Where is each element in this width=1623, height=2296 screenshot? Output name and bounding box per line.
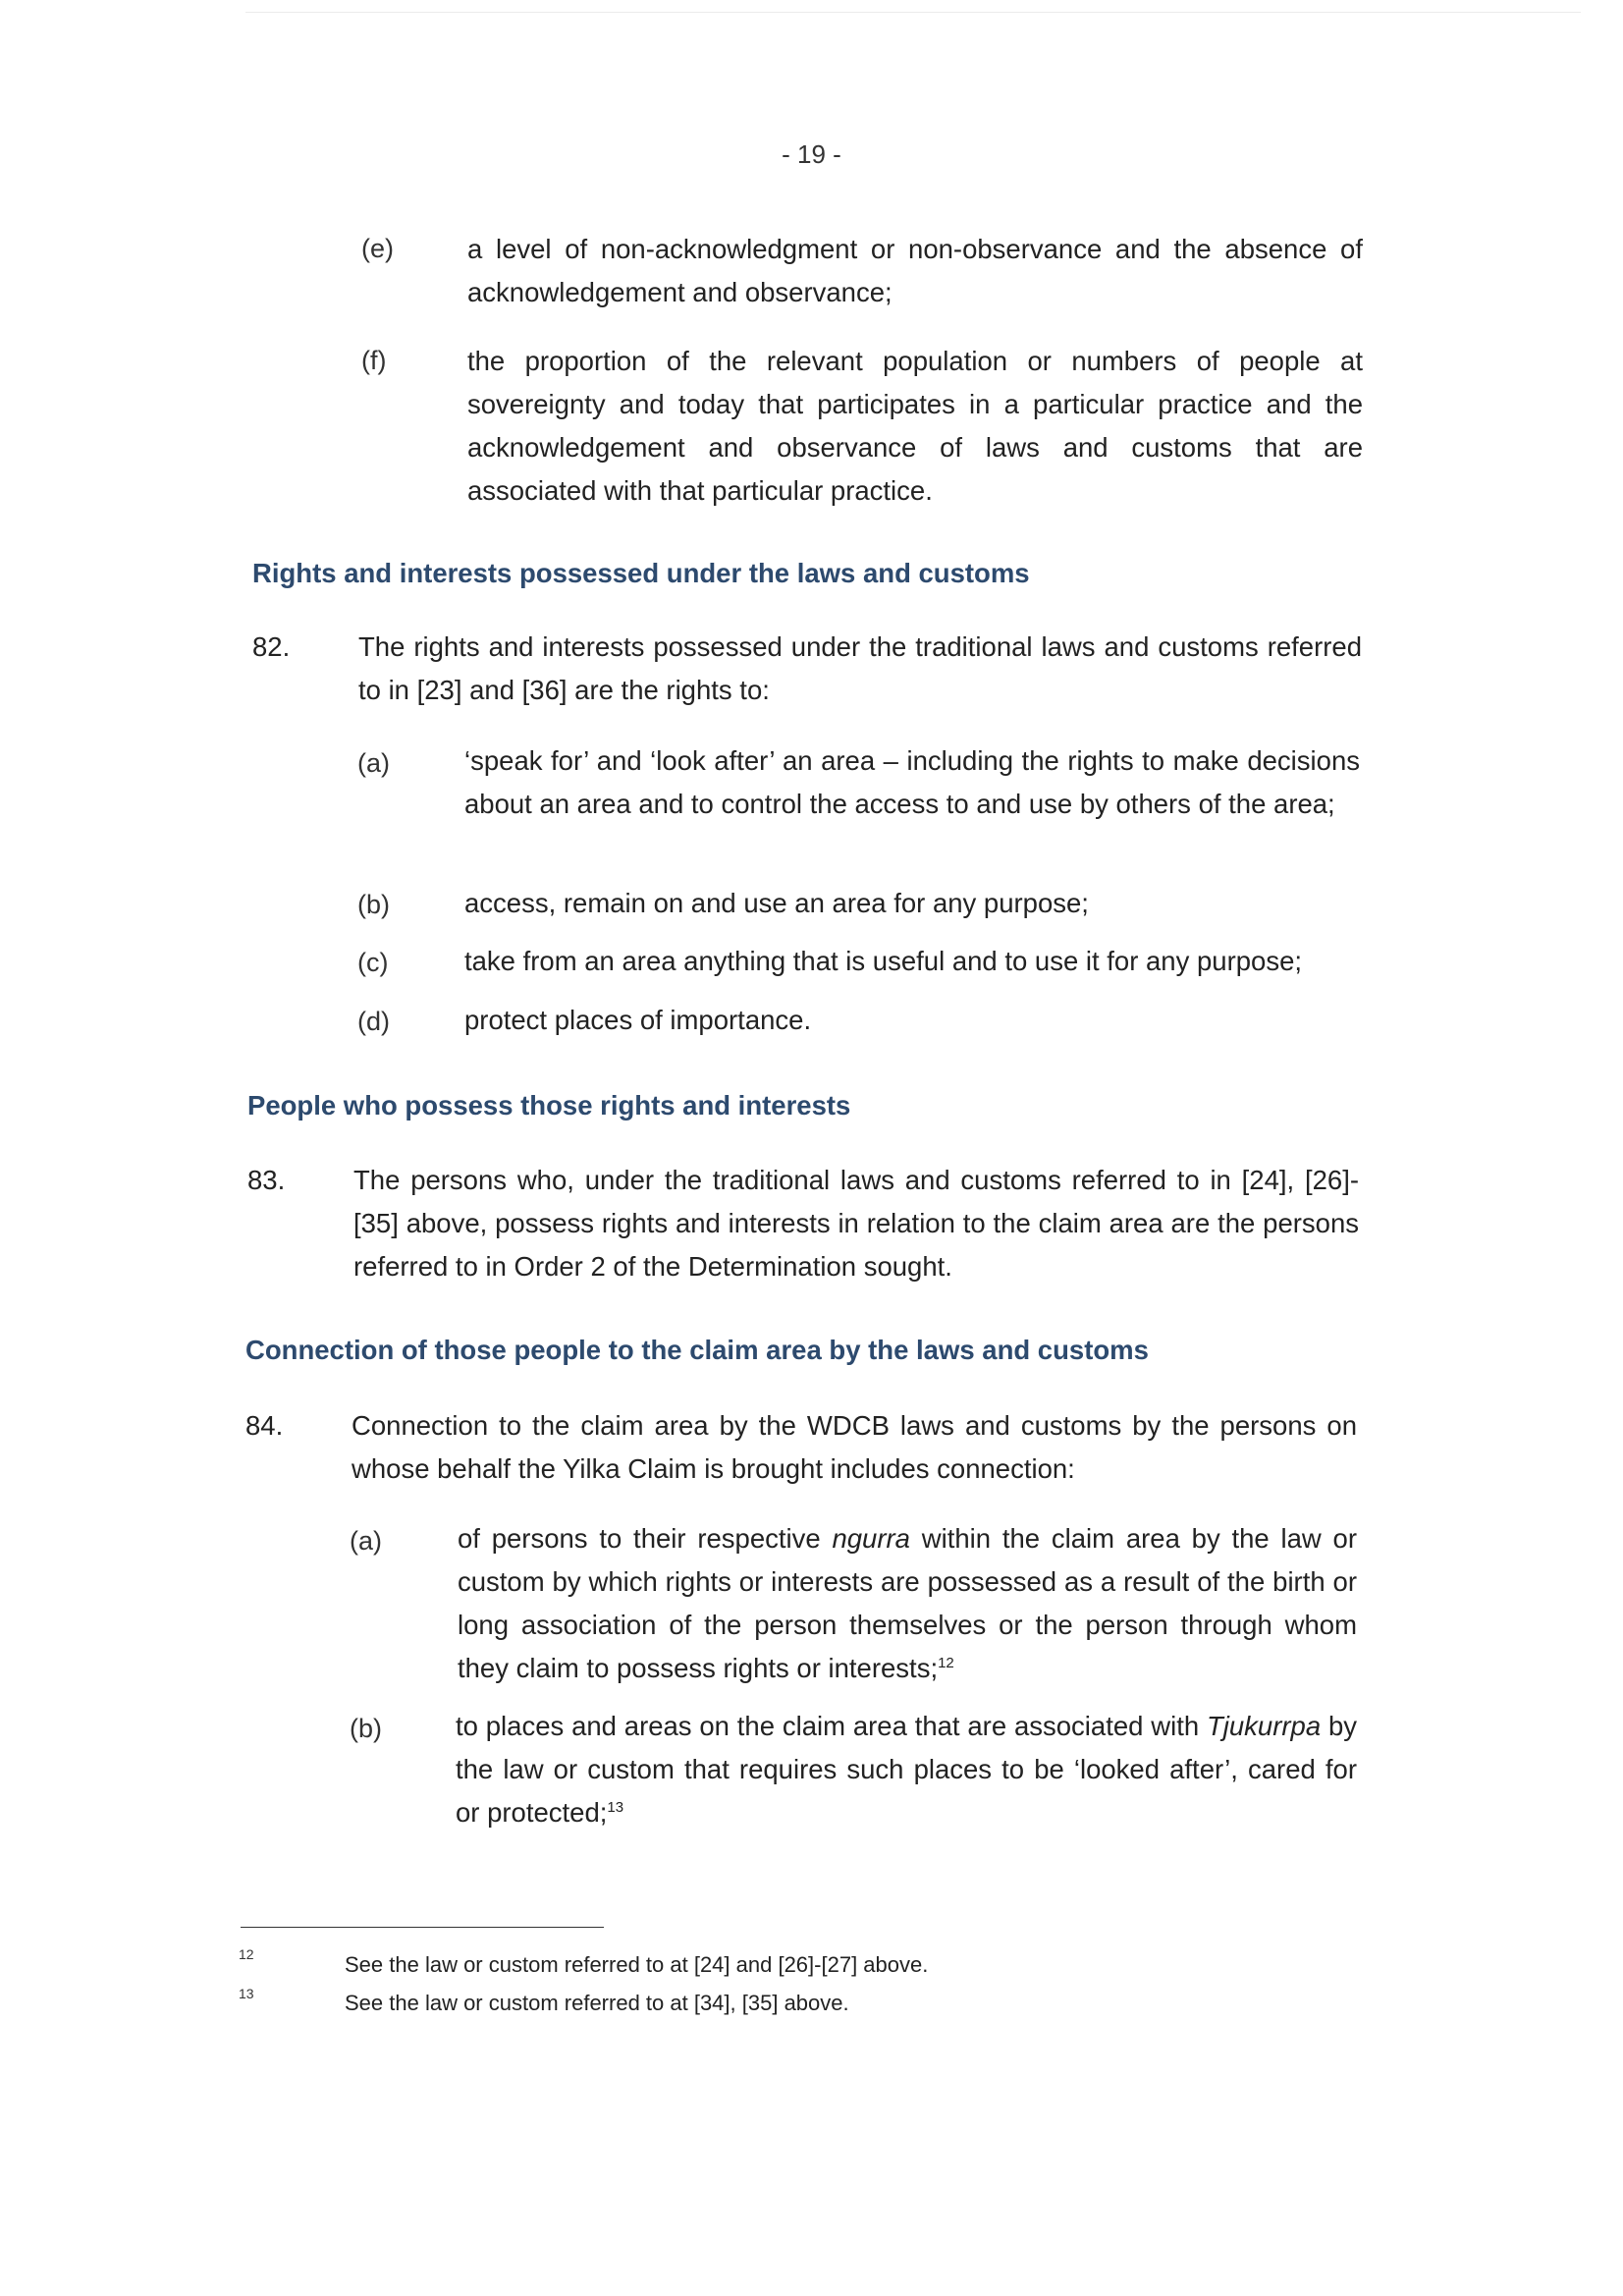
scan-edge-line	[245, 12, 1581, 13]
paragraph-number-83: 83.	[247, 1165, 286, 1195]
item-text-82c: take from an area anything that is useful and to use it for any purpose;	[464, 946, 1303, 976]
footnote-number-13: 13	[239, 1986, 254, 2001]
footnote-ref-12: 12	[938, 1654, 954, 1671]
item-text-82a: ‘speak for’ and ‘look after’ an area – including the rights to make decisions about an area and to control the access to and use by others of the area;	[464, 745, 1360, 819]
item-text-f: the proportion of the relevant population or numbers of people at sovereignty and today that participates in a particular practice and the acknowledgement and observance of laws and customs that are associated with that particular practice.	[467, 346, 1363, 506]
item-label-82c: (c)	[357, 948, 389, 977]
footnote-text-12: See the law or custom referred to at [24] and [26]-[27] above.	[345, 1952, 929, 1977]
section-heading-connection: Connection of those people to the claim area by the laws and customs	[245, 1335, 1149, 1365]
footnote-number-12: 12	[239, 1946, 254, 1962]
item-text-84a-part1: of persons to their respective	[458, 1523, 833, 1554]
paragraph-number-82: 82.	[252, 631, 291, 662]
item-label-84b: (b)	[350, 1714, 382, 1743]
item-text-82d: protect places of importance.	[464, 1005, 812, 1035]
item-label-82d: (d)	[357, 1007, 390, 1036]
item-text-84a-italic: ngurra	[832, 1523, 910, 1554]
paragraph-number-84: 84.	[245, 1410, 284, 1441]
paragraph-text-82: The rights and interests possessed under the traditional laws and customs referred to in [23] and [36] are the rights to:	[358, 631, 1362, 705]
item-label-f: (f)	[361, 346, 387, 375]
item-text-82b: access, remain on and use an area for any purpose;	[464, 888, 1089, 918]
item-text-84b-italic: Tjukurrpa	[1206, 1711, 1322, 1741]
section-heading-rights: Rights and interests possessed under the laws and customs	[252, 558, 1030, 588]
item-label-e: (e)	[361, 234, 394, 263]
item-text-84a-part2: within the claim area by the law or custom by which rights or interests are possessed as a result of the birth or long association of the person themselves or the person through whom they claim to possess rights or interests;	[458, 1523, 1357, 1683]
footnote-ref-13: 13	[607, 1798, 624, 1816]
item-text-84a	[458, 1517, 1357, 1690]
page-number: - 19 -	[782, 139, 841, 169]
paragraph-text-83: The persons who, under the traditional laws and customs referred to in [24], [26]-[35] above, possess rights and interests in relation to the claim area are the persons referred to in Order 2 of the Determination sought.	[353, 1165, 1359, 1282]
item-label-82a: (a)	[357, 748, 390, 778]
footnote-text-13: See the law or custom referred to at [34], [35] above.	[345, 1991, 849, 2015]
item-text-84b-part2: by the law or custom that requires such places to be ‘looked after’, cared for or protected;	[456, 1711, 1357, 1828]
paragraph-text-84: Connection to the claim area by the WDCB laws and customs by the persons on whose behalf the Yilka Claim is brought includes connection:	[352, 1410, 1357, 1484]
item-label-84a: (a)	[350, 1526, 382, 1556]
item-text-84b-part1: to places and areas on the claim area that are associated with	[456, 1711, 1207, 1741]
item-text-e: a level of non-acknowledgment or non-observance and the absence of acknowledgement and observance;	[467, 234, 1363, 307]
footnote-separator	[241, 1927, 604, 1928]
section-heading-people: People who possess those rights and interests	[247, 1090, 851, 1121]
item-label-82b: (b)	[357, 890, 390, 919]
item-text-84b	[456, 1705, 1357, 1834]
